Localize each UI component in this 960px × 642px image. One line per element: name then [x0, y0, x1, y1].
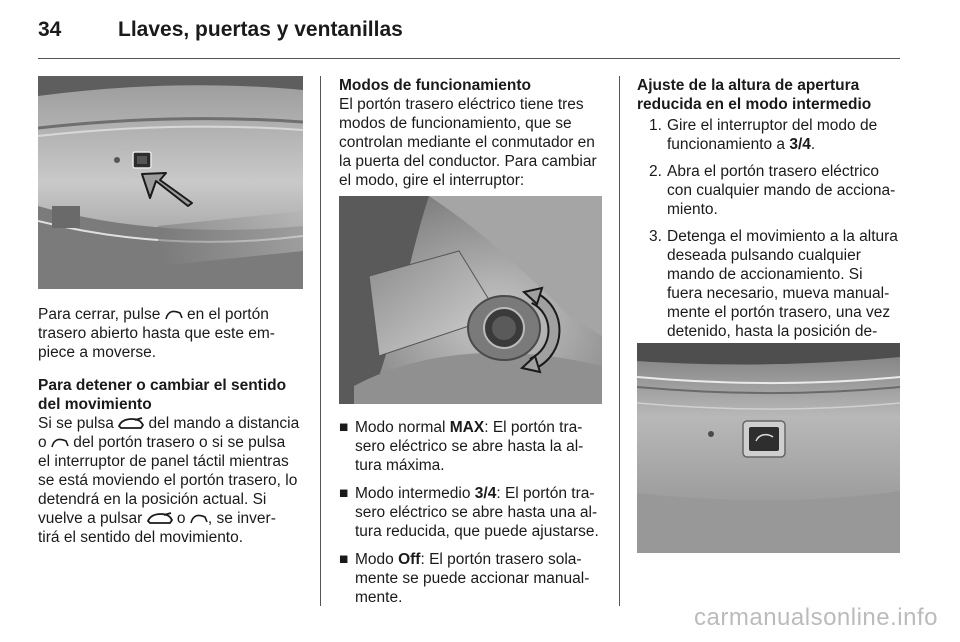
page-title: Llaves, puertas y ventanillas: [118, 18, 403, 41]
text-fragment: Para cerrar, pulse: [38, 306, 161, 323]
column-divider-2: [619, 76, 620, 606]
section-heading: Modos de funcionamiento: [339, 77, 532, 94]
column-1: [38, 305, 303, 559]
text-fragment: del mando a distancia: [148, 415, 300, 432]
list-item: [339, 418, 602, 475]
list-item: [637, 227, 901, 360]
text-fragment: Modo normal: [355, 419, 450, 436]
column-2: [339, 76, 602, 202]
step-number: 2.: [649, 163, 662, 180]
list-item: [637, 162, 901, 219]
list-item: [637, 116, 901, 154]
text-fragment: Abra el portón trasero eléctrico con cualquier mando de acciona-miento.: [667, 163, 896, 218]
section-heading: Para detener o cambiar el sentido del movimiento: [38, 377, 287, 413]
modes-section: [339, 76, 602, 190]
column-3: [637, 76, 901, 368]
modes-list: [339, 418, 602, 616]
column-divider-1: [320, 76, 321, 606]
text-fragment: : El portón tra-sero eléctrico se abre hasta una al-tura reducida, que puede ajustarse.: [355, 485, 599, 540]
list-item: [339, 550, 602, 607]
tailgate-button-photo: [38, 76, 303, 289]
text-fragment: o: [38, 434, 47, 451]
text-fragment: en el portón: [186, 306, 269, 323]
mode-name: Off: [398, 551, 421, 568]
text-fragment: .: [810, 136, 816, 153]
text-fragment: vuelve a pulsar: [38, 510, 143, 527]
bullet-icon: ■: [339, 485, 349, 502]
tailgate-close-icon: [165, 309, 183, 321]
car-tailgate-icon: [147, 512, 173, 525]
bullet-icon: ■: [339, 419, 349, 436]
text-fragment: trasero abierto hasta que este em-: [38, 325, 275, 342]
tailgate-switch-photo: [637, 343, 900, 553]
list-item: [339, 484, 602, 541]
text-fragment: piece a moverse.: [38, 344, 157, 361]
text-fragment: , se inver-: [207, 510, 276, 527]
step-number: 1.: [649, 117, 662, 134]
car-tailgate-icon: [118, 417, 144, 430]
modes-intro: El portón trasero eléctrico tiene tres modos de funcionamiento, que se controlan mediante el conmutador en la puerta del conductor. Para cambiar el modo, gire el interruptor:: [339, 96, 597, 189]
text-fragment: o: [176, 510, 186, 527]
page-number: 34: [38, 18, 62, 41]
height-adjust-section: [637, 76, 901, 114]
text-fragment: Si se pulsa: [38, 415, 114, 432]
text-fragment: Modo: [355, 551, 399, 568]
text-fragment: Gire el interruptor del modo de funcionamiento a: [667, 117, 878, 153]
text-fragment: el interruptor de panel táctil mientras: [38, 453, 289, 470]
text-fragment: Modo intermedio: [355, 485, 475, 502]
bullet-icon: ■: [339, 551, 349, 568]
mode-name: 3/4: [474, 485, 497, 502]
text-fragment: : El portón tra-sero eléctrico se abre hasta la al-tura máxima.: [355, 419, 584, 474]
tailgate-close-icon: [51, 437, 69, 449]
close-instructions: [38, 305, 303, 362]
text-fragment: detendrá en la posición actual. Si: [38, 491, 267, 508]
header-rule: [38, 58, 900, 59]
text-fragment: Detenga el movimiento a la altura deseada pulsando cualquier mando de accionamiento. Si fuera necesario, mueva manual-mente el portón trasero, una vez detenido, hasta la posición de-: [667, 228, 898, 340]
mode-name: MAX: [449, 419, 485, 436]
stop-reverse-section: [38, 376, 303, 547]
text-fragment: del portón trasero o si se pulsa: [73, 434, 286, 451]
page-header: [38, 18, 403, 42]
mode-switch-photo: [339, 196, 602, 404]
tailgate-close-icon: [190, 513, 208, 525]
text-fragment: se está moviendo el portón trasero, lo: [38, 472, 298, 489]
text-fragment: tirá el sentido del movimiento.: [38, 529, 244, 546]
mode-name: 3/4: [789, 136, 811, 153]
watermark: carmanualsonline.info: [694, 604, 938, 631]
step-number: 3.: [649, 228, 662, 245]
section-heading: Ajuste de la altura de apertura reducida en el modo intermedio: [637, 77, 872, 113]
text-fragment: : El portón trasero sola-mente se puede accionar manual-mente.: [355, 551, 590, 606]
